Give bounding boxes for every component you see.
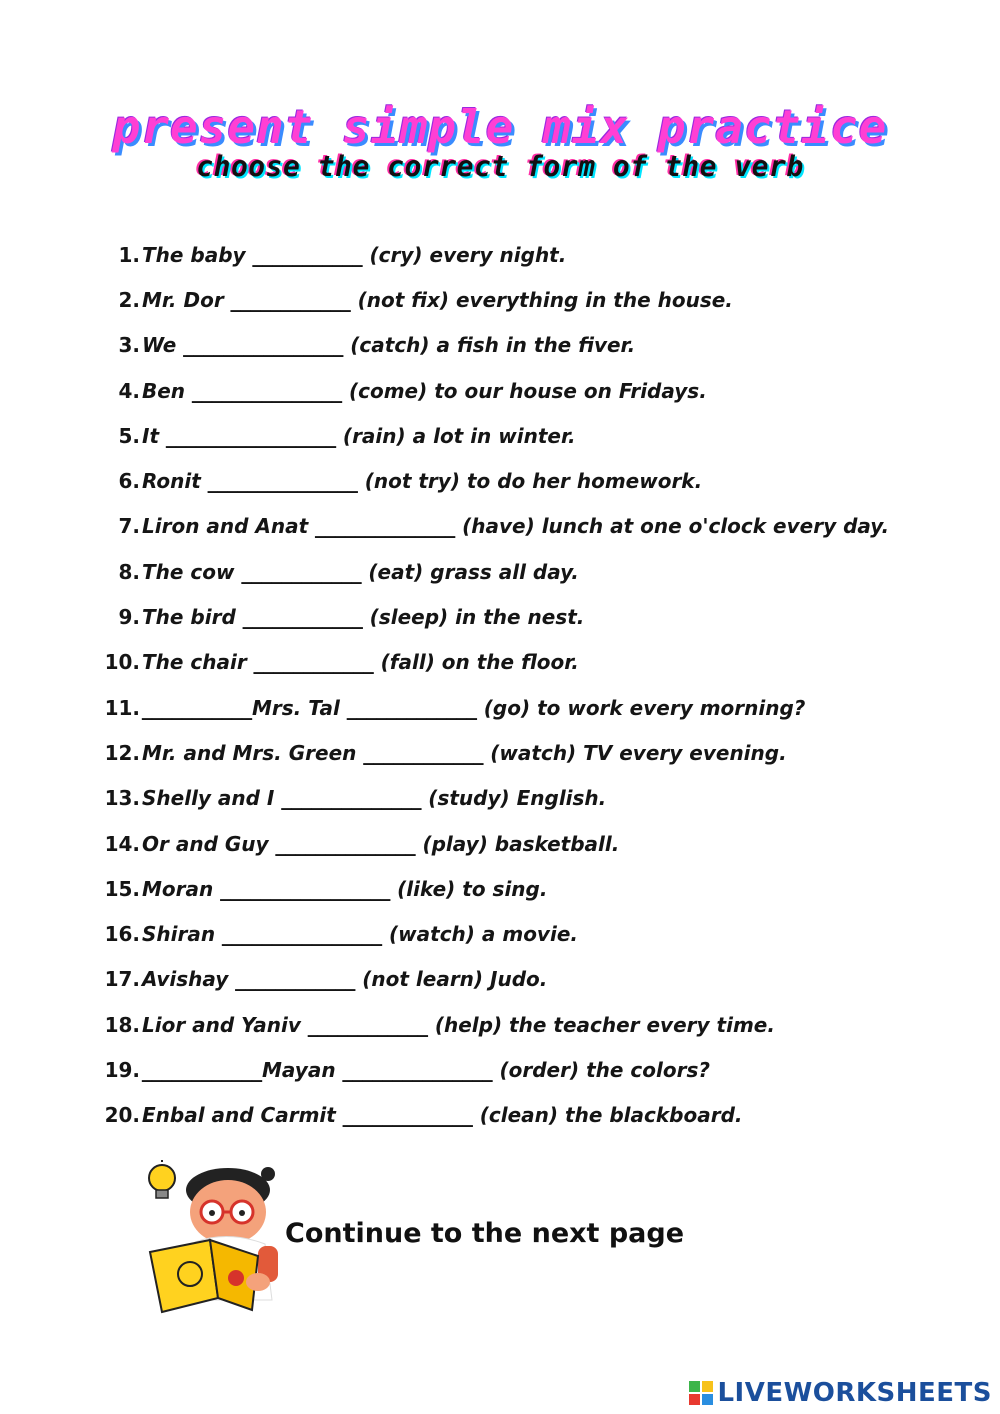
exercise-sentence: Lior and Yaniv ____________ (help) the teacher every time. <box>142 1012 775 1037</box>
brand-name: LIVEWORKSHEETS <box>717 1378 992 1408</box>
exercise-item <box>95 1093 975 1138</box>
exercise-item <box>95 504 975 549</box>
exercise-number: 3. <box>118 333 140 358</box>
exercise-number: 7. <box>118 514 140 539</box>
exercise-sentence: Mr. Dor ____________ (not fix) everything in the house. <box>142 287 733 312</box>
exercise-number: 13. <box>104 786 140 811</box>
exercise-sentence: The cow ____________ (eat) grass all day. <box>142 559 579 584</box>
exercise-number: 4. <box>118 378 140 403</box>
exercise-item <box>95 957 975 1002</box>
exercise-item <box>95 730 975 775</box>
exercise-number: 16. <box>104 922 140 947</box>
exercise-item <box>95 232 975 277</box>
exercise-number: 19. <box>104 1057 140 1082</box>
exercise-sentence: The baby ___________ (cry) every night. <box>142 242 567 267</box>
exercise-item <box>95 1002 975 1047</box>
continue-next-page-text: Continue to the next page <box>285 1218 685 1249</box>
exercise-sentence: ___________Mrs. Tal _____________ (go) to work every morning? <box>142 695 806 720</box>
exercise-sentence: Liron and Anat ______________ (have) lunch at one o'clock every day. <box>142 514 890 539</box>
exercise-sentence: Or and Guy ______________ (play) basketball. <box>142 831 620 856</box>
exercise-item <box>95 866 975 911</box>
exercise-number: 15. <box>104 876 140 901</box>
exercise-item <box>95 776 975 821</box>
exercise-sentence: Shelly and I ______________ (study) English. <box>142 786 607 811</box>
exercise-item <box>95 594 975 639</box>
exercise-item <box>95 821 975 866</box>
exercise-sentence: ____________Mayan _______________ (order) the colors? <box>142 1057 710 1082</box>
exercise-number: 2. <box>118 287 140 312</box>
exercise-item <box>95 911 975 956</box>
exercise-number: 9. <box>118 605 140 630</box>
exercise-number: 6. <box>118 469 140 494</box>
liveworksheets-icon <box>689 1381 713 1405</box>
boy-reading-icon <box>140 1160 290 1320</box>
exercise-item <box>95 685 975 730</box>
brand-logo <box>689 1378 992 1408</box>
worksheet-subtitle: choose the correct form of the verb <box>196 150 804 183</box>
exercise-sentence: The chair ____________ (fall) on the floor. <box>142 650 579 675</box>
exercise-sentence: Ronit _______________ (not try) to do her homework. <box>142 469 703 494</box>
exercise-sentence: Shiran ________________ (watch) a movie. <box>142 922 578 947</box>
exercise-number: 20. <box>104 1103 140 1128</box>
exercise-sentence: We ________________ (catch) a fish in the fiver. <box>142 333 636 358</box>
exercise-number: 10. <box>104 650 140 675</box>
exercise-number: 1. <box>118 242 140 267</box>
exercise-number: 11. <box>104 695 140 720</box>
exercise-list <box>95 232 975 1138</box>
exercise-number: 17. <box>104 967 140 992</box>
exercise-number: 5. <box>118 423 140 448</box>
exercise-item <box>95 1047 975 1092</box>
exercise-sentence: Mr. and Mrs. Green ____________ (watch) TV every evening. <box>142 740 787 765</box>
exercise-number: 18. <box>104 1012 140 1037</box>
exercise-item <box>95 458 975 503</box>
exercise-item <box>95 640 975 685</box>
exercise-item <box>95 413 975 458</box>
exercise-item <box>95 549 975 594</box>
exercise-sentence: Enbal and Carmit _____________ (clean) the blackboard. <box>142 1103 743 1128</box>
exercise-sentence: Avishay ____________ (not learn) Judo. <box>142 967 548 992</box>
exercise-sentence: Moran _________________ (like) to sing. <box>142 876 548 901</box>
lightbulb-icon <box>149 1160 175 1198</box>
exercise-number: 14. <box>104 831 140 856</box>
exercise-sentence: Ben _______________ (come) to our house on Fridays. <box>142 378 707 403</box>
exercise-item <box>95 323 975 368</box>
exercise-item <box>95 277 975 322</box>
exercise-number: 8. <box>118 559 140 584</box>
exercise-sentence: The bird ____________ (sleep) in the nest. <box>142 605 585 630</box>
exercise-sentence: It _________________ (rain) a lot in winter. <box>142 423 576 448</box>
exercise-number: 12. <box>104 740 140 765</box>
exercise-item <box>95 368 975 413</box>
worksheet-title: present simple mix practice <box>112 100 888 154</box>
